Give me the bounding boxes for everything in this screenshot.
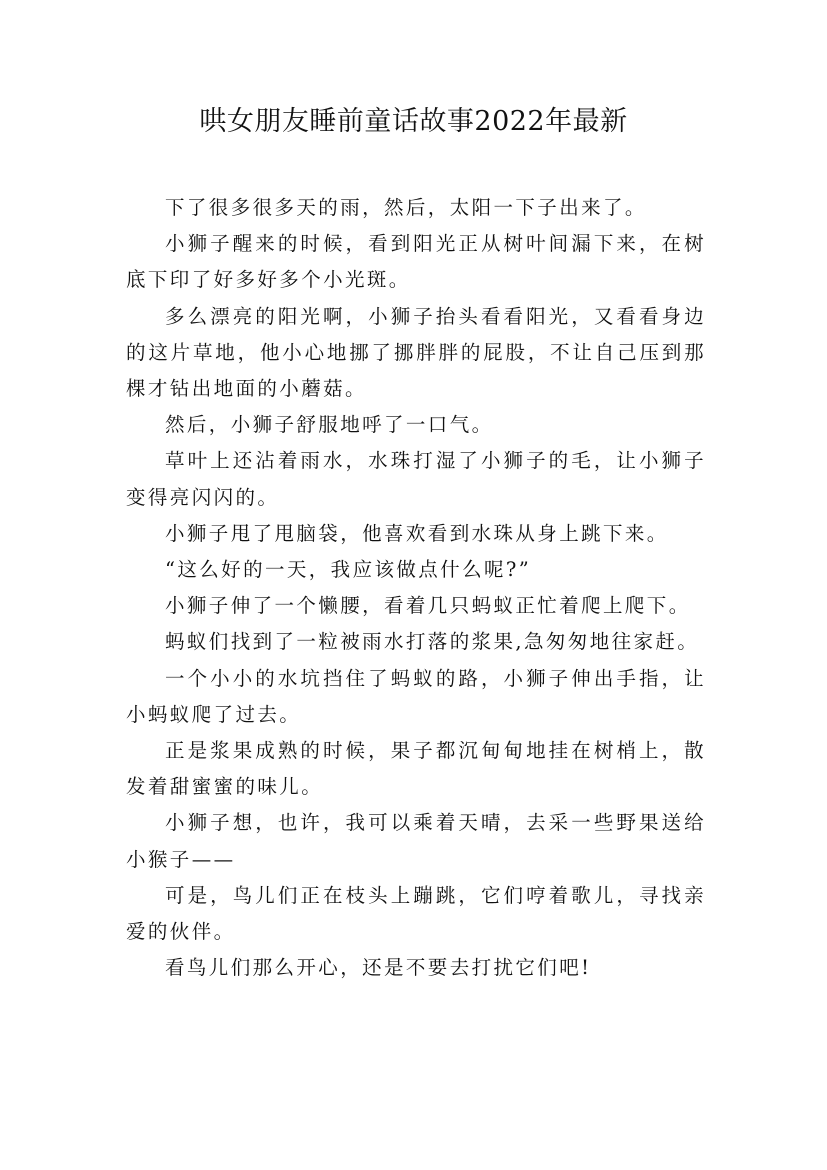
paragraph: 小狮子想，也许，我可以乘着天晴，去采一些野果送给小猴子—— <box>126 811 706 871</box>
paragraph: 蚂蚁们找到了一粒被雨水打落的浆果,急匆匆地往家赶。 <box>165 630 700 654</box>
paragraph: 多么漂亮的阳光啊，小狮子抬头看看阳光，又看看身边的这片草地，他小心地挪了挪胖胖的屁股，不让自己压到那棵才钻出地面的小蘑菇。 <box>126 304 706 401</box>
paragraph: 小狮子伸了一个懒腰，看着几只蚂蚁正忙着爬上爬下。 <box>165 594 691 618</box>
paragraph: 一个小小的水坑挡住了蚂蚁的路，小狮子伸出手指，让小蚂蚁爬了过去。 <box>126 666 706 726</box>
paragraph: 然后，小狮子舒服地呼了一口气。 <box>165 413 494 437</box>
paragraph: 正是浆果成熟的时候，果子都沉甸甸地挂在树梢上，散发着甜蜜蜜的味儿。 <box>126 739 706 799</box>
paragraph: “这么好的一天，我应该做点什么呢?” <box>165 558 532 582</box>
paragraph: 草叶上还沾着雨水，水珠打湿了小狮子的毛，让小狮子变得亮闪闪的。 <box>126 449 706 509</box>
paragraph: 可是，鸟儿们正在枝头上蹦跳，它们哼着歌儿，寻找亲爱的伙伴。 <box>126 883 706 944</box>
paragraph: 看鸟儿们那么开心，还是不要去打扰它们吧! <box>165 956 592 980</box>
paragraph: 小狮子甩了甩脑袋，他喜欢看到水珠从身上跳下来。 <box>165 521 669 545</box>
story-body <box>126 190 706 986</box>
paragraph: 下了很多很多天的雨，然后，太阳一下子出来了。 <box>165 196 647 219</box>
page-title: 哄女朋友睡前童话故事2022年最新 <box>199 106 628 137</box>
paragraph: 小狮子醒来的时候，看到阳光正从树叶间漏下来，在树底下印了好多好多个小光斑。 <box>126 232 706 292</box>
